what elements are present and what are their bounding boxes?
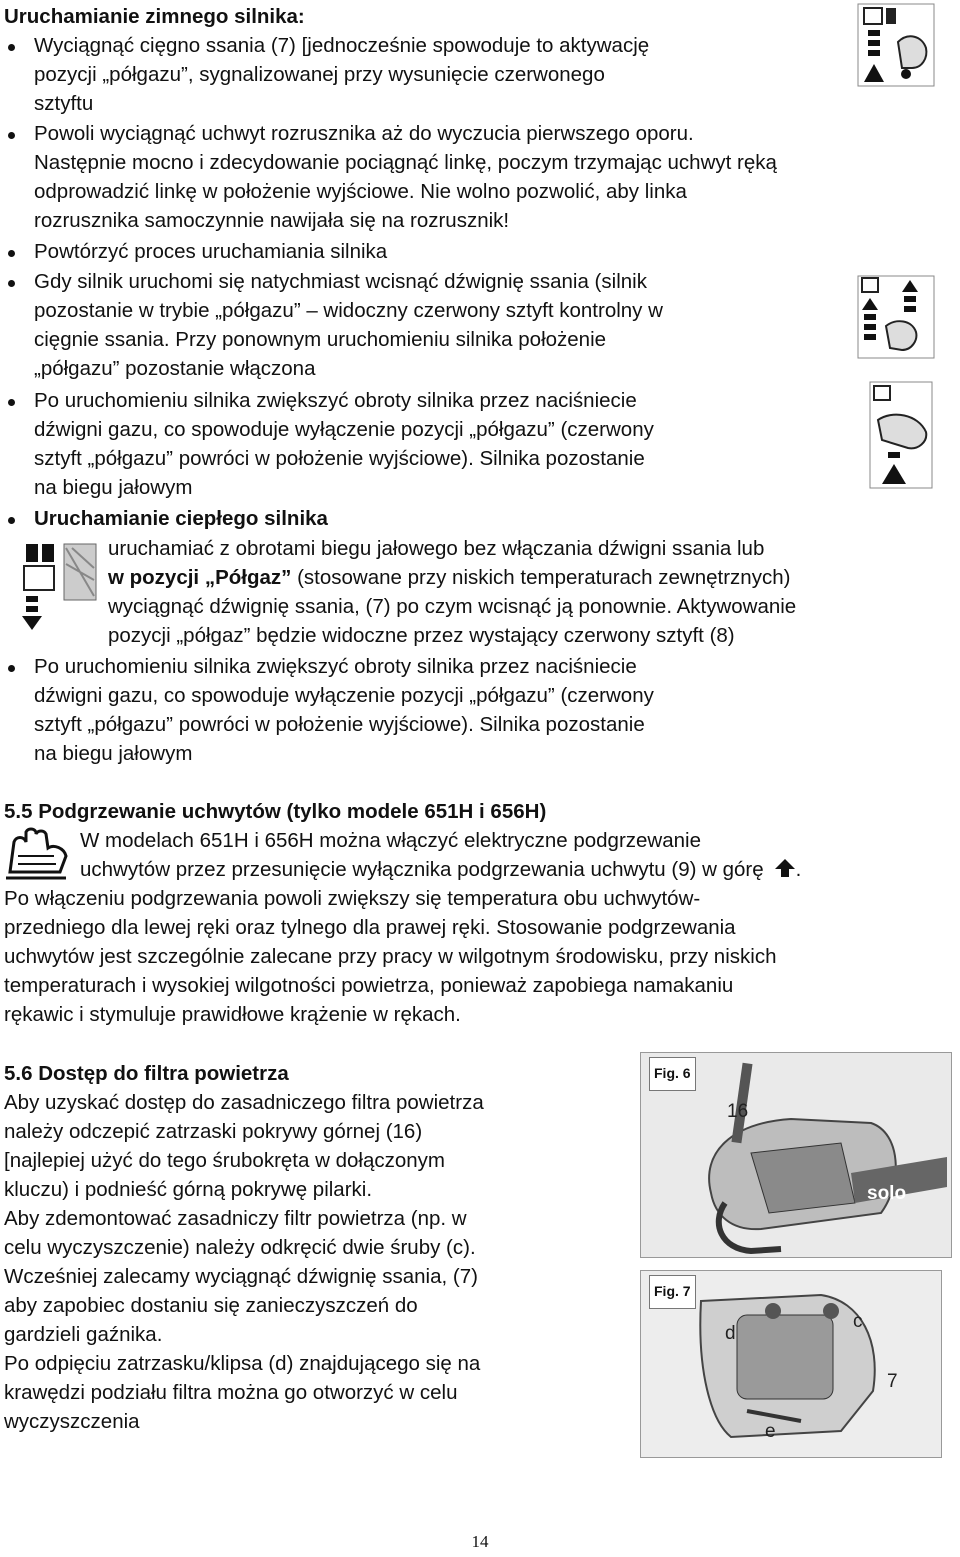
text-line: temperaturach i wysokiej wilgotności powietrza, ponieważ zapobiega namakaniu <box>4 974 734 997</box>
text-line: sztyft „półgazu” powróci w położenie wyjściowe). Silnika pozostanie <box>34 447 645 470</box>
text-line: Wyciągnąć cięgno ssania (7) [jednocześnie spowoduje to aktywację <box>34 34 650 57</box>
bullet <box>8 44 15 51</box>
text-line: sztyft „półgazu” powróci w położenie wyjściowe). Silnika pozostanie <box>34 713 645 736</box>
callout-label: d <box>725 1323 736 1344</box>
text-line: należy odczepić zatrzaski pokrywy górnej (16) <box>4 1120 423 1143</box>
text-line <box>80 855 801 885</box>
text-line: wyczyszczenia <box>4 1410 140 1433</box>
text-line: dźwigni gazu, co spowoduje wyłączenie pozycji „półgazu” (czerwony <box>34 684 654 707</box>
choke-half-throttle-icon <box>20 540 98 632</box>
text-line: Powoli wyciągnąć uchwyt rozrusznika aż do wyczucia pierwszego oporu. <box>34 122 694 145</box>
figure-6 <box>640 1052 952 1258</box>
text-line: rozrusznika samoczynnie nawijała się na rozrusznik! <box>34 209 510 232</box>
text-line: wyciągnąć dźwignię ssania, (7) po czym wcisnąć ją ponownie. Aktywowanie <box>108 595 797 618</box>
text-line: Aby zdemontować zasadniczy filtr powietrza (np. w <box>4 1207 467 1230</box>
brand-logo: solo <box>867 1183 907 1204</box>
bullet <box>8 132 15 139</box>
text-phrase: . <box>795 858 802 881</box>
section-title-5-5: 5.5 Podgrzewanie uchwytów (tylko modele 651H i 656H) <box>4 800 547 823</box>
text-line: celu wyczyszczenie) należy odkręcić dwie śruby (c). <box>4 1236 476 1259</box>
figure-label: Fig. 6 <box>649 1057 696 1091</box>
bullet <box>8 280 15 287</box>
bullet <box>8 665 15 672</box>
text-line: krawędzi podziału filtra można go otworzyć w celu <box>4 1381 458 1404</box>
text-line: gardzieli gaźnika. <box>4 1323 163 1346</box>
text-line: Po włączeniu podgrzewania powoli zwiększy się temperatura obu uchwytów- <box>4 887 701 910</box>
figure-label: Fig. 7 <box>649 1275 696 1309</box>
text-line: pozycji „półgazu”, sygnalizowanej przy wysunięcie czerwonego <box>34 63 605 86</box>
callout-label: 16 <box>727 1101 749 1122</box>
text-line: Po odpięciu zatrzasku/klipsa (d) znajdującego się na <box>4 1352 481 1375</box>
text-line: pozycji „półgaz” będzie widoczne przez wystający czerwony sztyft (8) <box>108 624 735 647</box>
section-title-cold-start: Uruchamianie zimnego silnika: <box>4 5 305 28</box>
text-line: Aby uzyskać dostęp do zasadniczego filtra powietrza <box>4 1091 484 1114</box>
section-title-warm-start: Uruchamianie ciepłego silnika <box>34 507 328 530</box>
throttle-hand-icon <box>868 380 934 490</box>
bullet <box>8 517 15 524</box>
text-line: uchwytów jest szczególnie zalecane przy pracy w wilgotnym środowisku, przy niskich <box>4 945 777 968</box>
text-phrase: (stosowane przy niskich temperaturach zewnętrznych) <box>291 566 791 589</box>
bullet <box>8 399 15 406</box>
choke-pull-icon <box>856 2 936 88</box>
text-line: Następnie mocno i zdecydowanie pociągnąć linkę, poczym trzymając uchwyt ręką <box>34 151 777 174</box>
arrow-up-icon <box>774 858 796 878</box>
callout-label: c <box>853 1311 863 1332</box>
text-line: Wcześniej zalecamy wyciągnąć dźwignię ssania, (7) <box>4 1265 478 1288</box>
figure-7 <box>640 1270 942 1458</box>
section-title-5-6: 5.6 Dostęp do filtra powietrza <box>4 1062 289 1085</box>
text-line: „półgazu” pozostanie włączona <box>34 357 316 380</box>
text-line: aby zapobiec dostaniu się zanieczyszczeń do <box>4 1294 418 1317</box>
text-line: przedniego dla lewej ręki oraz tylnego dla prawej ręki. Stosowanie podgrzewania <box>4 916 736 939</box>
callout-label: 7 <box>887 1371 898 1392</box>
text-line: odprowadzić linkę w położenie wyjściowe. Nie wolno pozwolić, aby linka <box>34 180 687 203</box>
text-line: Powtórzyć proces uruchamiania silnika <box>34 240 388 263</box>
text-phrase: uchwytów przez przesunięcie wyłącznika podgrzewania uchwytu (9) w górę <box>80 858 764 881</box>
bold-phrase: w pozycji „Półgaz” <box>108 566 292 589</box>
text-line: W modelach 651H i 656H można włączyć elektryczne podgrzewanie <box>80 829 701 852</box>
callout-label: e <box>765 1421 776 1442</box>
text-line: rękawic i stymuluje prawidłowe krążenie w rękach. <box>4 1003 461 1026</box>
text-line: Po uruchomieniu silnika zwiększyć obroty silnika przez naciśniecie <box>34 389 637 412</box>
text-line: pozostanie w trybie „półgazu” – widoczny czerwony sztyft kontrolny w <box>34 299 663 322</box>
text-line: sztyftu <box>34 92 94 115</box>
text-line: Gdy silnik uruchomi się natychmiast wcisnąć dźwignię ssania (silnik <box>34 270 647 293</box>
text-line: cięgnie ssania. Przy ponownym uruchomieniu silnika położenie <box>34 328 607 351</box>
choke-push-icon <box>856 274 936 360</box>
page-number: 14 <box>471 1532 489 1551</box>
text-line: kluczu) i podnieść górną pokrywę pilarki. <box>4 1178 373 1201</box>
heated-glove-icon <box>4 826 74 882</box>
text-line <box>108 563 790 593</box>
text-line: na biegu jałowym <box>34 476 193 499</box>
text-line: dźwigni gazu, co spowoduje wyłączenie pozycji „półgazu” (czerwony <box>34 418 654 441</box>
text-line: na biegu jałowym <box>34 742 193 765</box>
text-line: [najlepiej użyć do tego śrubokręta w dołączonym <box>4 1149 445 1172</box>
text-line: Po uruchomieniu silnika zwiększyć obroty silnika przez naciśniecie <box>34 655 637 678</box>
text-line: uruchamiać z obrotami biegu jałowego bez włączania dźwigni ssania lub <box>108 537 765 560</box>
bullet <box>8 250 15 257</box>
